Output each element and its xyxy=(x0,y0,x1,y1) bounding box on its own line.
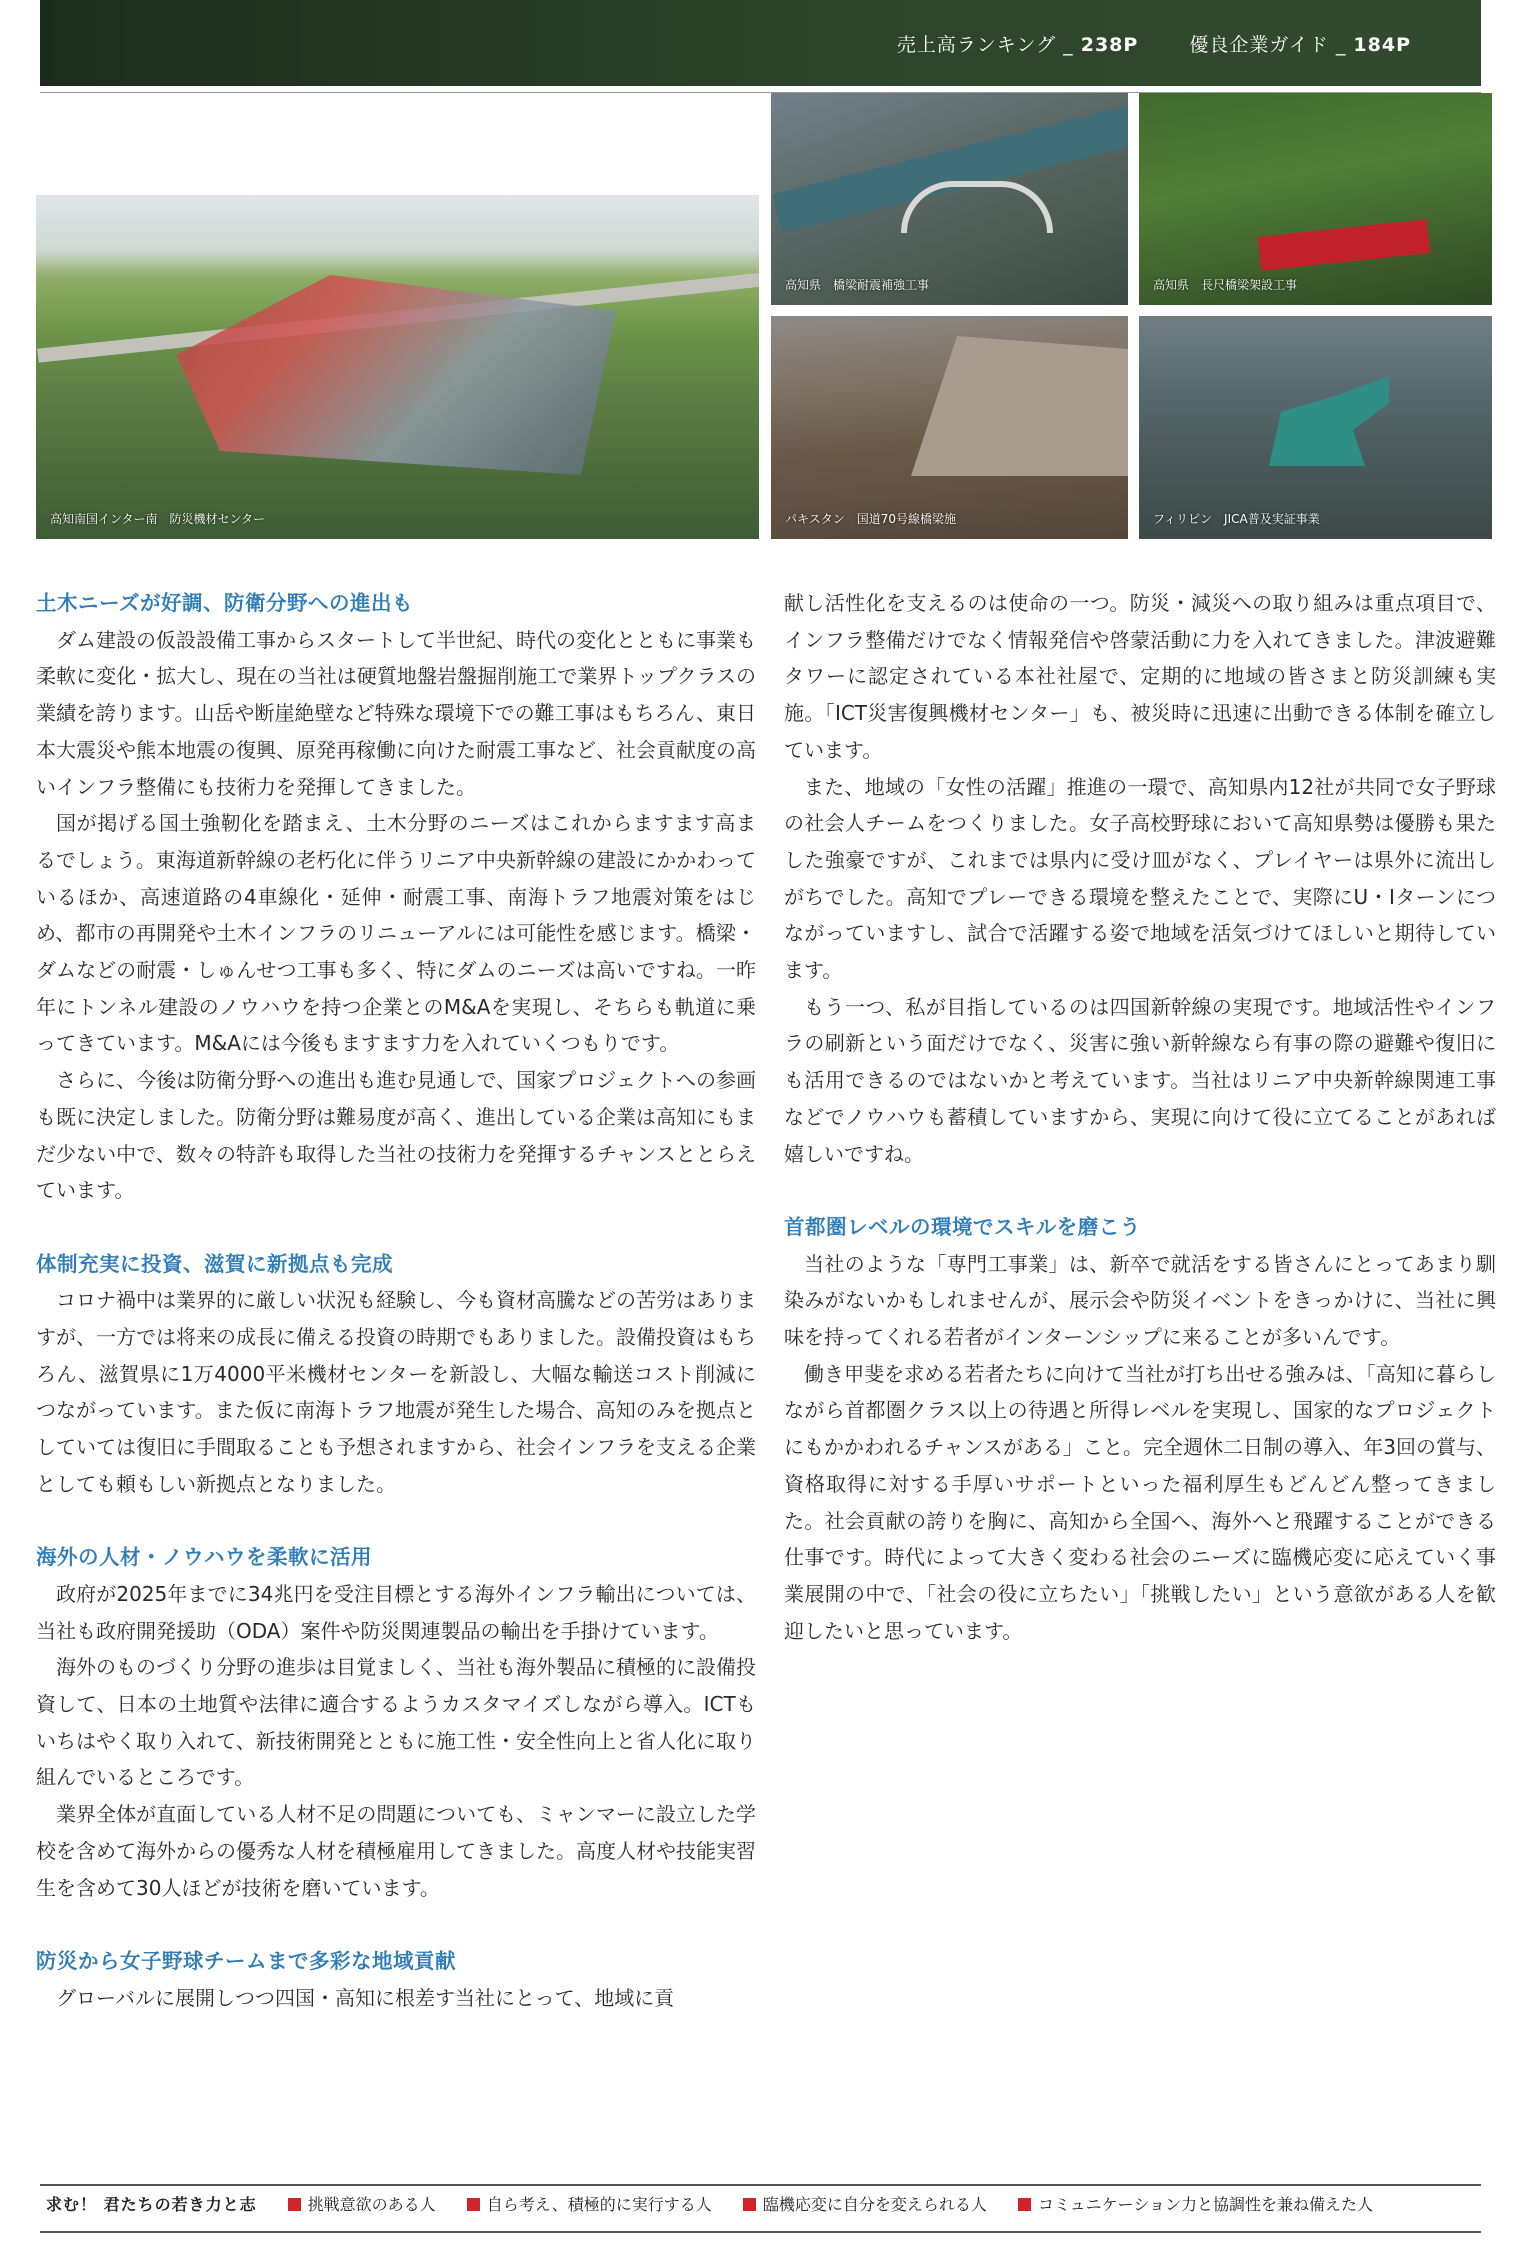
paragraph: もう一つ、私が目指しているのは四国新幹線の実現です。地域活性やインフラの刷新という面だけでなく、災害に強い新幹線なら有事の際の避難や復旧にも活用できるのではないかと考えています。当社はリニア中央新幹線関連工事などでノウハウも蓄積していますから、実現に向けて役に立てることがあれば嬉しいですね。 xyxy=(784,994,1496,1166)
paragraph: 国が掲げる国土強靭化を踏まえ、土木分野のニーズはこれからますます高まるでしょう。東海道新幹線の老朽化に伴うリニア中央新幹線の建設にかかわっているほか、高速道路の4車線化・延伸・耐震工事、南海トラフ地震対策をはじめ、都市の再開発や土木インフラのリニューアルには可能性を感じます。橋梁・ダムなどの耐震・しゅんせつ工事も多く、特にダムのニーズは高いですね。一昨年にトンネル建設のノウハウを持つ企業とのM&Aを実現し、そちらも軌道に乗ってきています。M&Aには今後もますます力を入れていくつもりです。 xyxy=(36,811,756,1056)
photo-long-bridge xyxy=(1139,93,1492,305)
paragraph: さらに、今後は防衛分野への進出も進む見通しで、国家プロジェクトへの参画も既に決定しました。防衛分野は難易度が高く、進出している企業は高知にもまだ少ない中で、数々の特許も取得した当社の技術力を発揮するチャンスととらえています。 xyxy=(36,1068,756,1203)
paragraph: コロナ禍中は業界的に厳しい状況も経験し、今も資材高騰などの苦労はありますが、一方では将来の成長に備える投資の時期でもありました。設備投資はもちろん、滋賀県に1万4000平米機材センターを新設し、大幅な輸送コスト削減につながっています。また仮に南海トラフ地震が発生した場合、高知のみを拠点としていては復旧に手間取ることも予想されますから、社会インフラを支える企業としても頼もしい新拠点となりました。 xyxy=(36,1288,756,1496)
paragraph: 働き甲斐を求める若者たちに向けて当社が打ち出せる強みは、「高知に暮らしながら首都圏クラス以上の待遇と所得レベルを実現し、国家的なプロジェクトにもかかわれるチャンスがある」こと。完全週休二日制の導入、年3回の賞与、資格取得に対する手厚いサポートといった福利厚生もどんどん整ってきました。社会貢献の誇りを胸に、高知から全国へ、海外へと飛躍することができる仕事です。時代によって大きく変わる社会のニーズに臨機応変に応えていく事業展開の中で、「社会の役に立ちたい」「挑戦したい」という意欲がある人を歓迎したいと思っています。 xyxy=(784,1361,1496,1643)
paragraph: 献し活性化を支えるのは使命の一つ。防災・減災への取り組みは重点項目で、インフラ整備だけでなく情報発信や啓蒙活動に力を入れてきました。津波避難タワーに認定されている本社社屋で、定期的に地域の皆さまと防災訓練も実施。「ICT災害復興機材センター」も、被災時に迅速に出動できる体制を確立しています。 xyxy=(784,591,1496,762)
article-right-column xyxy=(784,585,1496,1649)
photo-pakistan xyxy=(771,316,1128,539)
footer-rule-bottom xyxy=(40,2231,1481,2233)
header-nav xyxy=(853,30,1411,57)
footer-item: 臨機応変に自分を変えられる人 xyxy=(743,2195,987,2214)
paragraph: 当社のような「専門工事業」は、新卒で就活をする皆さんにとってあまり馴染みがないかもしれませんが、展示会や防災イベントをきっかけに、当社に興味を持ってくれる若者がインターンシップに来ることが多いんです。 xyxy=(784,1251,1496,1350)
red-square-icon xyxy=(467,2198,480,2211)
nav-sales-ranking[interactable]: 売上高ランキング _ 238P xyxy=(896,34,1139,56)
red-square-icon xyxy=(288,2198,301,2211)
section-heading: 土木ニーズが好調、防衛分野への進出も xyxy=(36,591,413,615)
photo-caption: 高知県 橋梁耐震補強工事 xyxy=(785,278,930,292)
section-heading: 防災から女子野球チームまで多彩な地域貢献 xyxy=(36,1948,456,1973)
footer-lead: 求む！ 君たちの若き力と志 xyxy=(46,2195,257,2214)
photo-caption: 高知県 長尺橋梁架設工事 xyxy=(1153,278,1298,292)
footer-item: 挑戦意欲のある人 xyxy=(288,2195,436,2214)
paragraph: 政府が2025年までに34兆円を受注目標とする海外インフラ輸出については、当社も政府開発援助（ODA）案件や防災関連製品の輸出を手掛けています。 xyxy=(36,1581,756,1643)
photo-caption: 高知南国インター南 防災機材センター xyxy=(50,512,266,526)
article-left-column xyxy=(36,585,756,2016)
red-square-icon xyxy=(743,2198,756,2211)
paragraph: また、地域の「女性の活躍」推進の一環で、高知県内12社が共同で女子野球の社会人チームをつくりました。女子高校野球において高知県勢は優勝も果たした強豪ですが、これまでは県内に受け皿がなく、プレイヤーは県外に流出しがちでした。高知でプレーできる環境を整えたことで、実際にU・Iターンにつながっていますし、試合で活躍する姿で地域を活気づけてほしいと期待しています。 xyxy=(784,774,1496,983)
photo-disaster-equipment-center xyxy=(36,195,759,539)
footer-rule-top xyxy=(40,2184,1481,2186)
footer-item: 自ら考え、積極的に実行する人 xyxy=(467,2195,712,2214)
paragraph: 海外のものづくり分野の進歩は目覚ましく、当社も海外製品に積極的に設備投資して、日本の土地質や法律に適合するようカスタマイズしながら導入。ICTもいちはやく取り入れて、新技術開発とともに施工性・安全性向上と省人化に取り組んでいるところです。 xyxy=(36,1655,756,1790)
footer-item: コミュニケーション力と協調性を兼ね備えた人 xyxy=(1018,2195,1373,2214)
section-heading: 海外の人材・ノウハウを柔軟に活用 xyxy=(36,1545,372,1570)
photo-caption: パキスタン 国道70号線橋梁施 xyxy=(785,512,957,526)
red-square-icon xyxy=(1018,2198,1031,2211)
paragraph: ダム建設の仮設設備工事からスタートして半世紀、時代の変化とともに事業も柔軟に変化・拡大し、現在の当社は硬質地盤岩盤掘削施工で業界トップクラスの業績を誇ります。山岳や断崖絶壁など特殊な環境下での難工事はもちろん、東日本大震災や熊本地震の復興、原発再稼働に向けた耐震工事など、社会貢献度の高いインフラ整備にも技術力を発揮してきました。 xyxy=(36,627,756,799)
section-heading: 首都圏レベルの環境でスキルを磨こう xyxy=(784,1214,1141,1239)
paragraph: 業界全体が直面している人材不足の問題についても、ミャンマーに設立した学校を含めて海外からの優秀な人材を積極雇用してきました。高度人材や技能実習生を含めて30人ほどが技術を磨いています。 xyxy=(36,1802,756,1900)
section-heading: 体制充実に投資、滋賀に新拠点も完成 xyxy=(36,1251,393,1276)
photo-bridge-seismic xyxy=(771,93,1128,305)
header-bar xyxy=(40,0,1481,86)
photo-caption: フィリピン JICA普及実証事業 xyxy=(1153,512,1320,526)
footer-wanted-bar xyxy=(46,2192,1373,2215)
paragraph: グローバルに展開しつつ四国・高知に根差す当社にとって、地域に貢 xyxy=(56,1985,675,2010)
photo-philippines xyxy=(1139,316,1492,539)
nav-company-guide[interactable]: 優良企業ガイド _ 184P xyxy=(1189,34,1411,56)
